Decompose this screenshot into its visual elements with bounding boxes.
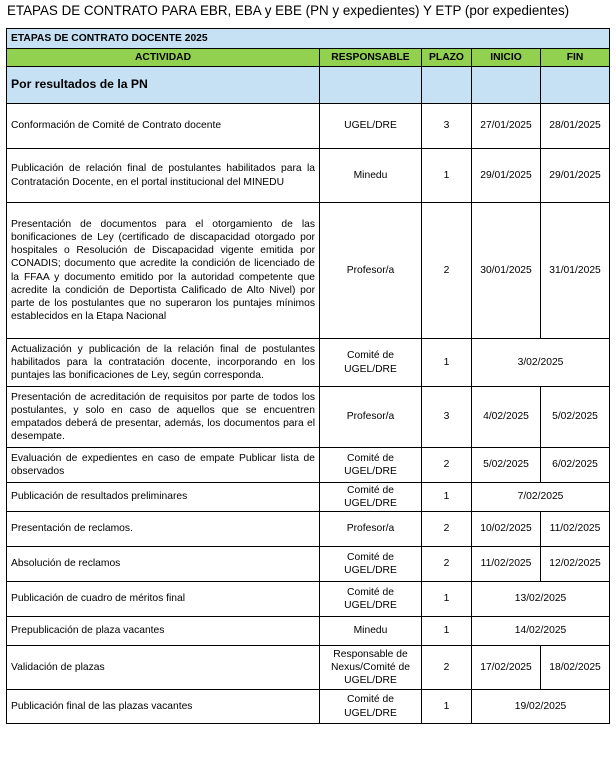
responsible-cell: Comité de UGEL/DRE xyxy=(320,547,422,582)
header-responsible: RESPONSABLE xyxy=(320,49,422,67)
responsible-cell: Profesor/a xyxy=(320,387,422,448)
subsection-empty-cell xyxy=(422,67,472,104)
section-title: ETAPAS DE CONTRATO DOCENTE 2025 xyxy=(7,29,610,49)
activity-cell: Presentación de documentos para el otorgamiento de las bonificaciones de Ley (certificado de discapacidad otorgado por hospitales o Resolución de Discapacidad vigente emitida por CONADIS; documento que acredite la condición de licenciado de la FFAA y documento emitido por la autoridad competente que acredite la condición de Deportista Calificado de Alto Nivel) por parte de los postulantes que no superaron los puntajes mínimos establecidos en la Etapa Nacional xyxy=(7,203,320,339)
responsible-cell: Comité de UGEL/DRE xyxy=(320,448,422,483)
end-date-cell: 6/02/2025 xyxy=(541,448,610,483)
responsible-cell: Minedu xyxy=(320,149,422,203)
subsection-row xyxy=(7,67,610,104)
subsection-empty-cell xyxy=(541,67,610,104)
term-cell: 2 xyxy=(422,448,472,483)
activity-cell: Prepublicación de plaza vacantes xyxy=(7,617,320,646)
table-row xyxy=(7,149,610,203)
end-date-cell: 31/01/2025 xyxy=(541,203,610,339)
table-row xyxy=(7,617,610,646)
section-title-row xyxy=(7,29,610,49)
end-date-cell: 29/01/2025 xyxy=(541,149,610,203)
term-cell: 2 xyxy=(422,512,472,547)
activity-cell: Absolución de reclamos xyxy=(7,547,320,582)
table-row xyxy=(7,387,610,448)
table-row xyxy=(7,582,610,617)
start-date-cell: 4/02/2025 xyxy=(472,387,541,448)
date-cell: 3/02/2025 xyxy=(472,339,610,387)
activity-cell: Actualización y publicación de la relación final de postulantes habilitados para la contratación docente, incorporando en los puntajes las bonificaciones de Ley, según corresponda. xyxy=(7,339,320,387)
responsible-cell: Profesor/a xyxy=(320,203,422,339)
activity-cell: Publicación de cuadro de méritos final xyxy=(7,582,320,617)
start-date-cell: 17/02/2025 xyxy=(472,646,541,690)
table-row xyxy=(7,104,610,149)
subsection-empty-cell xyxy=(472,67,541,104)
document-title: ETAPAS DE CONTRATO PARA EBR, EBA y EBE (PN y expedientes) Y ETP (por expedientes) xyxy=(7,3,570,18)
table-row xyxy=(7,646,610,690)
table-row xyxy=(7,512,610,547)
term-cell: 3 xyxy=(422,387,472,448)
end-date-cell: 18/02/2025 xyxy=(541,646,610,690)
header-row xyxy=(7,49,610,67)
term-cell: 3 xyxy=(422,104,472,149)
start-date-cell: 29/01/2025 xyxy=(472,149,541,203)
subsection-empty-cell xyxy=(320,67,422,104)
activity-cell: Presentación de reclamos. xyxy=(7,512,320,547)
responsible-cell: Profesor/a xyxy=(320,512,422,547)
table-row xyxy=(7,339,610,387)
date-cell: 14/02/2025 xyxy=(472,617,610,646)
activity-cell: Conformación de Comité de Contrato docente xyxy=(7,104,320,149)
start-date-cell: 27/01/2025 xyxy=(472,104,541,149)
activity-cell: Publicación de resultados preliminares xyxy=(7,483,320,512)
table-row xyxy=(7,547,610,582)
subsection-label: Por resultados de la PN xyxy=(7,67,320,104)
table-row xyxy=(7,203,610,339)
start-date-cell: 5/02/2025 xyxy=(472,448,541,483)
responsible-cell: Comité de UGEL/DRE xyxy=(320,483,422,512)
end-date-cell: 28/01/2025 xyxy=(541,104,610,149)
table-row xyxy=(7,690,610,724)
date-cell: 13/02/2025 xyxy=(472,582,610,617)
activity-cell: Publicación final de las plazas vacantes xyxy=(7,690,320,724)
responsible-cell: Comité de UGEL/DRE xyxy=(320,582,422,617)
start-date-cell: 30/01/2025 xyxy=(472,203,541,339)
header-end: FIN xyxy=(541,49,610,67)
contract-stages-table xyxy=(6,28,610,724)
table-row xyxy=(7,448,610,483)
start-date-cell: 10/02/2025 xyxy=(472,512,541,547)
header-activity: ACTIVIDAD xyxy=(7,49,320,67)
term-cell: 1 xyxy=(422,617,472,646)
end-date-cell: 12/02/2025 xyxy=(541,547,610,582)
responsible-cell: UGEL/DRE xyxy=(320,104,422,149)
date-cell: 7/02/2025 xyxy=(472,483,610,512)
header-start: INICIO xyxy=(472,49,541,67)
responsible-cell: Minedu xyxy=(320,617,422,646)
responsible-cell: Comité de UGEL/DRE xyxy=(320,339,422,387)
start-date-cell: 11/02/2025 xyxy=(472,547,541,582)
table-row xyxy=(7,483,610,512)
term-cell: 1 xyxy=(422,149,472,203)
term-cell: 1 xyxy=(422,582,472,617)
term-cell: 1 xyxy=(422,690,472,724)
term-cell: 2 xyxy=(422,646,472,690)
end-date-cell: 11/02/2025 xyxy=(541,512,610,547)
term-cell: 1 xyxy=(422,483,472,512)
term-cell: 2 xyxy=(422,203,472,339)
date-cell: 19/02/2025 xyxy=(472,690,610,724)
term-cell: 1 xyxy=(422,339,472,387)
activity-cell: Validación de plazas xyxy=(7,646,320,690)
end-date-cell: 5/02/2025 xyxy=(541,387,610,448)
term-cell: 2 xyxy=(422,547,472,582)
responsible-cell: Responsable de Nexus/Comité de UGEL/DRE xyxy=(320,646,422,690)
responsible-cell: Comité de UGEL/DRE xyxy=(320,690,422,724)
activity-cell: Presentación de acreditación de requisitos por parte de todos los postulantes, y solo en caso de aquellos que se encuentren empatados deberá de presentar, además, los documentos para el desempate. xyxy=(7,387,320,448)
header-term: PLAZO xyxy=(422,49,472,67)
activity-cell: Publicación de relación final de postulantes habilitados para la Contratación Docente, en el portal institucional del MINEDU xyxy=(7,149,320,203)
activity-cell: Evaluación de expedientes en caso de empate Publicar lista de observados xyxy=(7,448,320,483)
